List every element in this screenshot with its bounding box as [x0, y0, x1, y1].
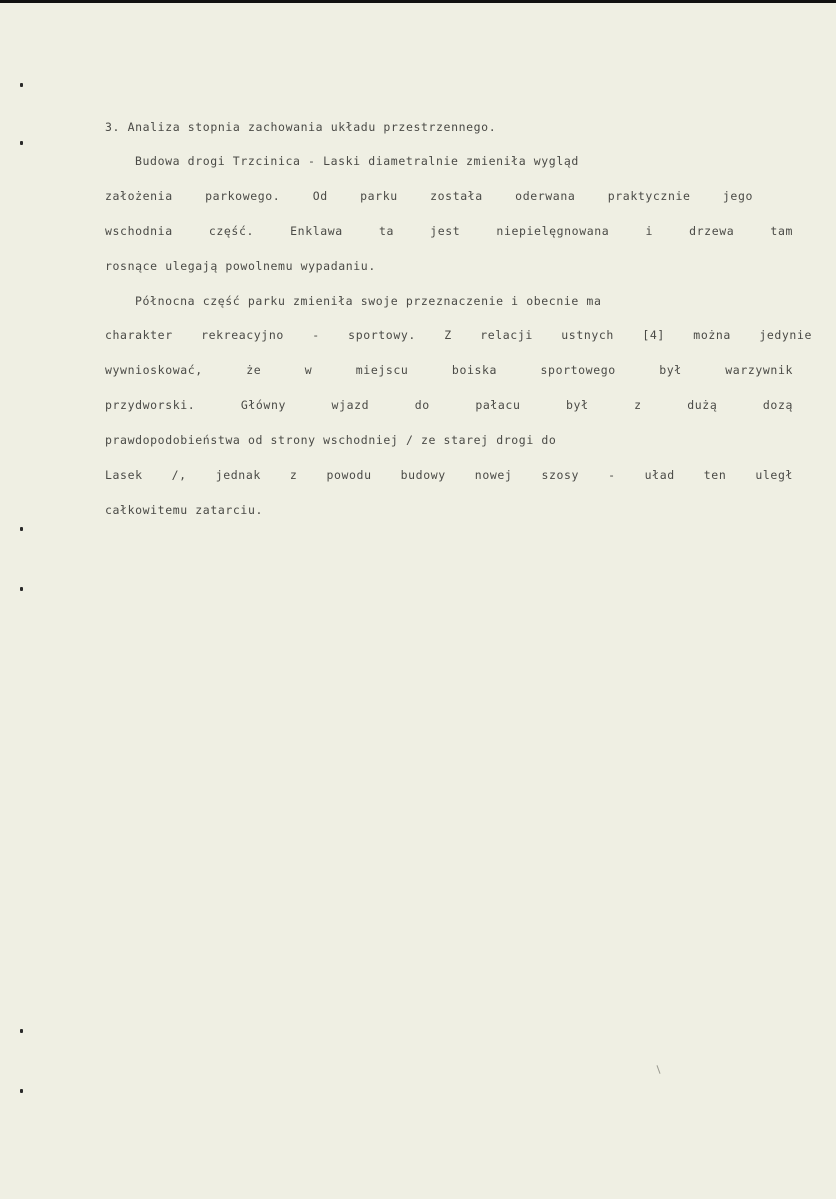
paragraph-line: wywnioskować, że w miejscu boiska sportowego był warzywnik: [105, 363, 793, 377]
paragraph-line: Północna część parku zmieniła swoje przeznaczenie i obecnie ma: [135, 294, 602, 308]
paragraph-line: Budowa drogi Trzcinica - Laski diametralnie zmieniła wygląd: [135, 154, 579, 168]
paragraph-line: przydworski. Główny wjazd do pałacu był z dużą dozą: [105, 398, 793, 412]
paragraph-line: rosnące ulegają powolnemu wypadaniu.: [105, 259, 376, 273]
section-heading: 3. Analiza stopnia zachowania układu przestrzennego.: [105, 120, 497, 134]
margin-mark: [20, 1029, 23, 1033]
paper-speck: [656, 1065, 660, 1074]
paragraph-line: prawdopodobieństwa od strony wschodniej / ze starej drogi do: [105, 433, 557, 447]
margin-mark: [20, 587, 23, 591]
paragraph-line: Lasek /, jednak z powodu budowy nowej szosy - uład ten uległ: [105, 468, 793, 482]
margin-mark: [20, 1089, 23, 1093]
margin-mark: [20, 141, 23, 145]
margin-mark: [20, 83, 23, 87]
paragraph-line: założenia parkowego. Od parku została oderwana praktycznie jego: [105, 189, 753, 203]
margin-mark: [20, 527, 23, 531]
paragraph-line: wschodnia część. Enklawa ta jest niepielęgnowana i drzewa tam: [105, 224, 793, 238]
paragraph-line: całkowitemu zatarciu.: [105, 503, 263, 517]
paragraph-line: charakter rekreacyjno - sportowy. Z relacji ustnych [4] można jedynie: [105, 328, 812, 342]
